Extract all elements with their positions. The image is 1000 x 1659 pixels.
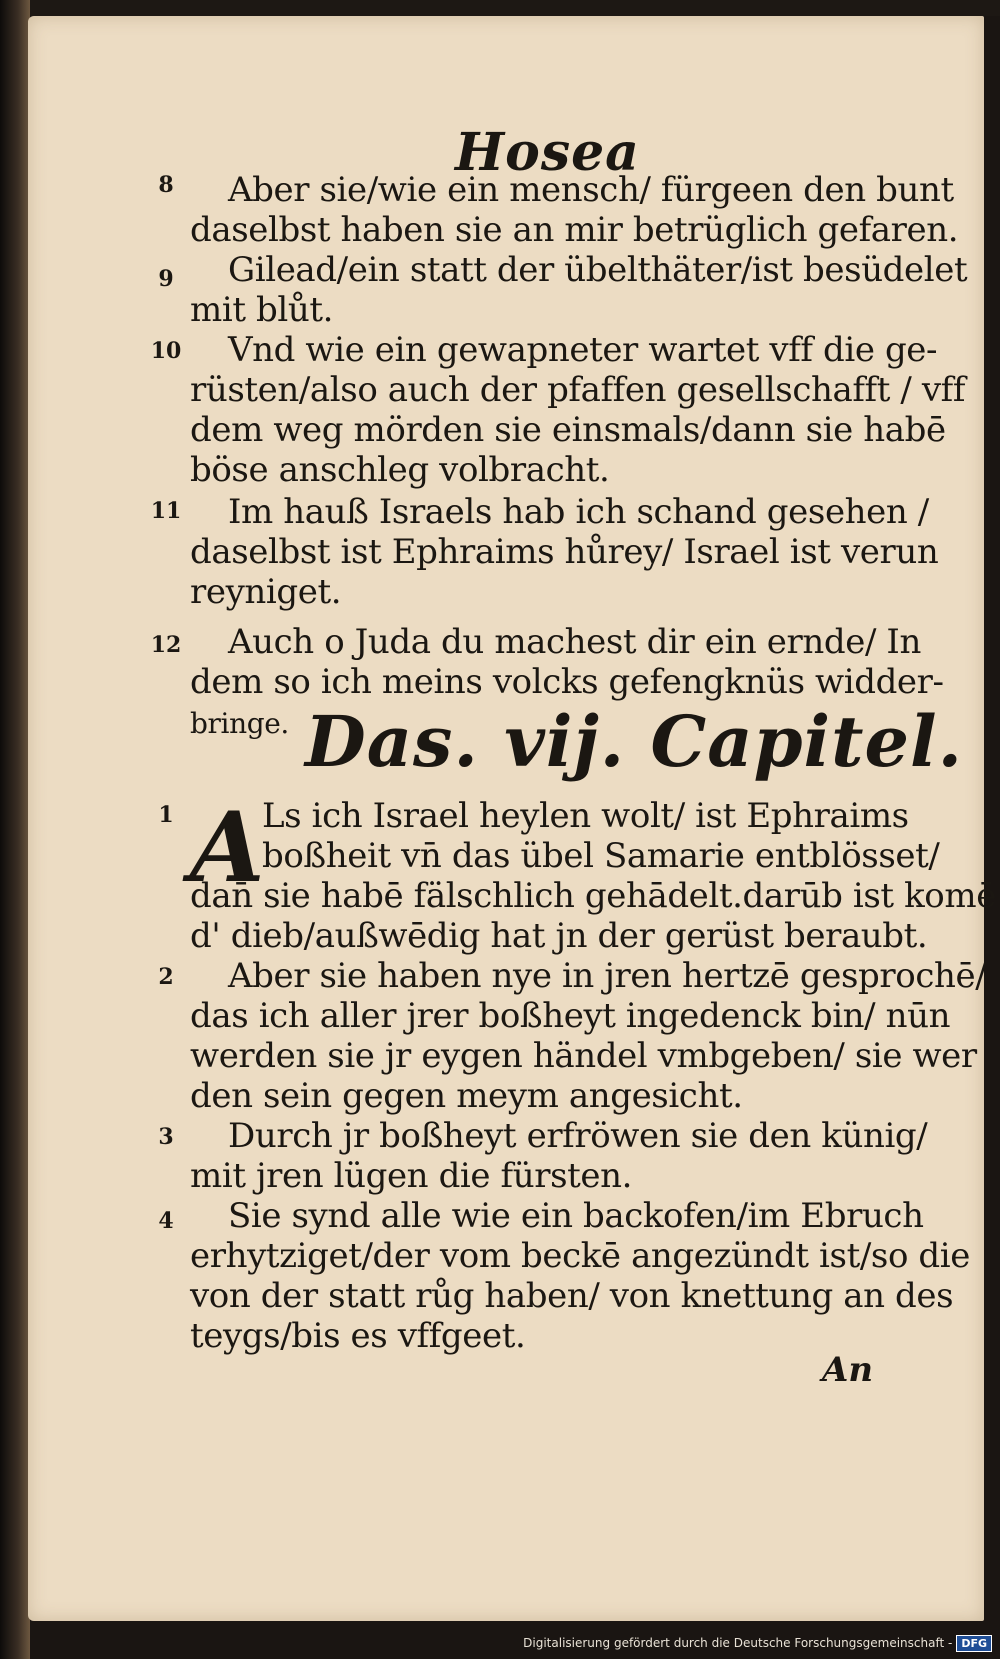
text-line: Durch jr boßheyt erfröwen sie den künig/: [228, 1116, 928, 1156]
running-heading: Hosea: [455, 122, 640, 183]
text-line: teygs/bis es vffgeet.: [190, 1316, 526, 1356]
text-line: reyniget.: [190, 572, 342, 612]
verse-number: 2: [158, 964, 174, 990]
verse-number: 3: [158, 1124, 174, 1150]
text-line: mit blůt.: [190, 290, 333, 330]
verse-number: 10: [150, 338, 182, 364]
text-line: daselbst haben sie an mir betrüglich gefaren.: [190, 210, 959, 250]
digitization-footer: [523, 1633, 992, 1653]
verse-number: 4: [158, 1208, 174, 1234]
footer-text: Digitalisierung gefördert durch die Deutsche Forschungsgemeinschaft -: [523, 1636, 953, 1650]
verse-number: 12: [150, 632, 182, 658]
dfg-logo: DFG: [956, 1635, 992, 1652]
text-line: Im hauß Israels hab ich schand gesehen /: [228, 492, 929, 532]
text-line: von der statt růg haben/ von knettung an des: [190, 1276, 954, 1316]
text-line: Gilead/ein statt der übelthäter/ist besüdelet: [228, 250, 968, 290]
text-line: Aber sie haben nye in jren hertzē gesprochē/: [228, 956, 987, 996]
text-line: daselbst ist Ephraims hůrey/ Israel ist verun: [190, 532, 939, 572]
text-line: dem so ich meins volcks gefengknüs widder-: [190, 662, 944, 702]
text-line: Ls ich Israel heylen wolt/ ist Ephraims: [262, 796, 909, 836]
verse-number: 9: [158, 266, 174, 292]
text-line: böse anschleg volbracht.: [190, 450, 610, 490]
text-line: dan̄ sie habē fälschlich gehādelt.darūb ist komē: [190, 876, 996, 916]
drop-cap-initial: A: [190, 791, 265, 904]
catchword: An: [822, 1350, 874, 1390]
text-line: boßheit vn̄ das übel Samarie entblösset/: [262, 836, 940, 876]
text-line: Auch o Juda du machest dir ein ernde/ In: [228, 622, 921, 662]
chapter-title: Das. vij. Capitel.: [305, 700, 963, 783]
verse-number: 11: [150, 498, 182, 524]
text-line: Sie synd alle wie ein backofen/im Ebruch: [228, 1196, 924, 1236]
text-line: Vnd wie ein gewapneter wartet vff die ge-: [228, 330, 938, 370]
text-line: Aber sie/wie ein mensch/ fürgeen den bunt: [228, 170, 954, 210]
text-line: dem weg mörden sie einsmals/dann sie habē: [190, 410, 946, 450]
verse-number: 1: [158, 802, 174, 828]
text-line: erhytziget/der vom beckē angezündt ist/so die: [190, 1236, 970, 1276]
text-line: bringe.: [190, 707, 289, 740]
text-line: den sein gegen meym angesicht.: [190, 1076, 743, 1116]
text-line: das ich aller jrer boßheyt ingedenck bin/ nūn: [190, 996, 951, 1036]
text-line: rüsten/also auch der pfaffen gesellschafft / vff: [190, 370, 966, 410]
verse-number: 8: [158, 172, 174, 198]
text-line: d' dieb/außwēdig hat jn der gerüst beraubt.: [190, 916, 928, 956]
text-line: werden sie jr eygen händel vmbgeben/ sie wer: [190, 1036, 977, 1076]
text-line: mit jren lügen die fürsten.: [190, 1156, 633, 1196]
